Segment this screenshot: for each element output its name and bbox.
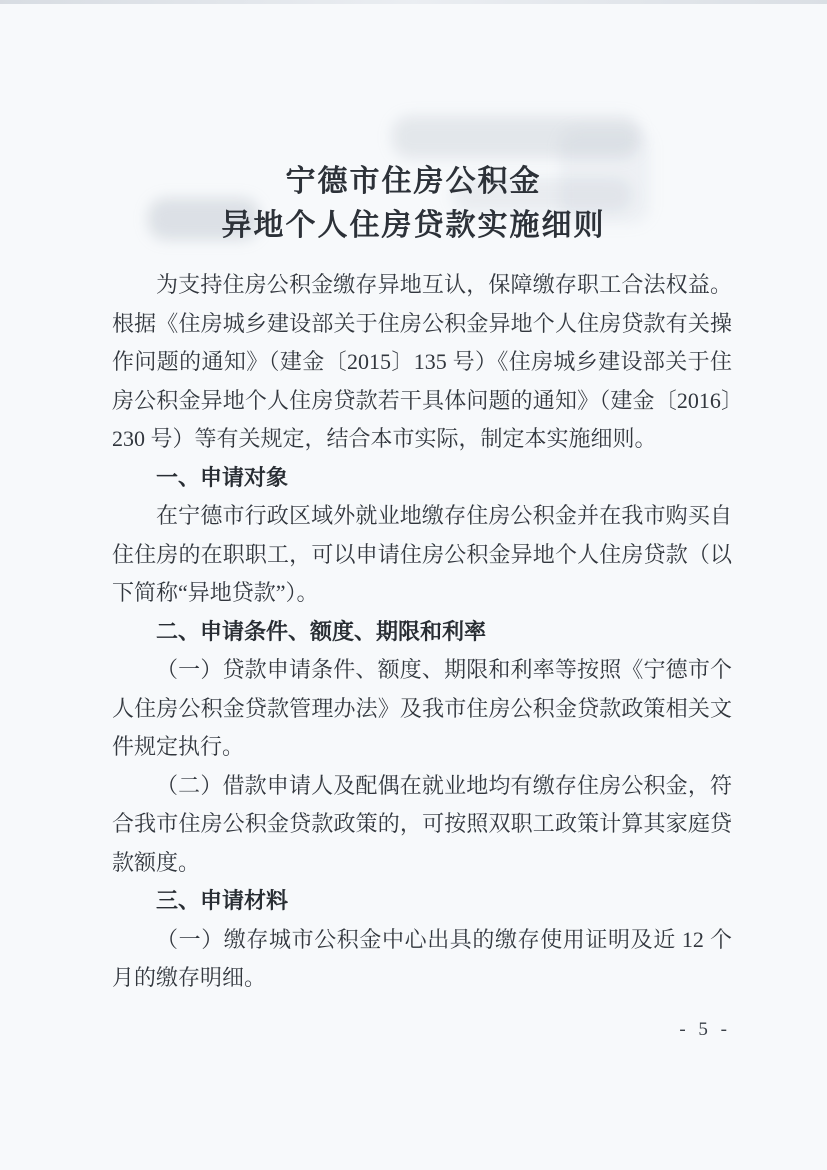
paragraph-section2-1: （一）贷款申请条件、额度、期限和利率等按照《宁德市个人住房公积金贷款管理办法》及我市住房公积金贷款政策相关文件规定执行。 xyxy=(112,657,732,759)
paragraph-section1: 在宁德市行政区域外就业地缴存住房公积金并在我市购买自住住房的在职职工，可以申请住房公积金异地个人住房贷款（以下简称“异地贷款”）。 xyxy=(112,503,732,605)
page-number: - 5 - xyxy=(679,1019,731,1040)
document-title-line1: 宁德市住房公积金 xyxy=(285,165,542,198)
document-body xyxy=(112,266,732,998)
paragraph-intro: 为支持住房公积金缴存异地互认，保障缴存职工合法权益。根据《住房城乡建设部关于住房公积金异地个人住房贷款有关操作问题的通知》（建金〔2015〕135 号）《住房城乡建设部关于住房公积金异地个人住房贷款若干具体问题的通知》（建金〔2016〕230 号）等有关规定，结合本市实际，制定本实施细则。 xyxy=(112,272,732,451)
section-heading-3: 三、申请材料 xyxy=(156,888,289,913)
document-title-line2: 异地个人住房贷款实施细则 xyxy=(221,209,606,242)
section-heading-1: 一、申请对象 xyxy=(156,464,289,490)
scan-edge-artifact xyxy=(0,0,827,4)
paragraph-section2-2: （二）借款申请人及配偶在就业地均有缴存住房公积金，符合我市住房公积金贷款政策的，可按照双职工政策计算其家庭贷款额度。 xyxy=(112,772,732,875)
section-heading-2: 二、申请条件、额度、期限和利率 xyxy=(156,618,487,644)
paragraph-section3-1: （一）缴存城市公积金中心出具的缴存使用证明及近 12 个月的缴存明细。 xyxy=(112,926,732,990)
document-title xyxy=(0,160,827,248)
